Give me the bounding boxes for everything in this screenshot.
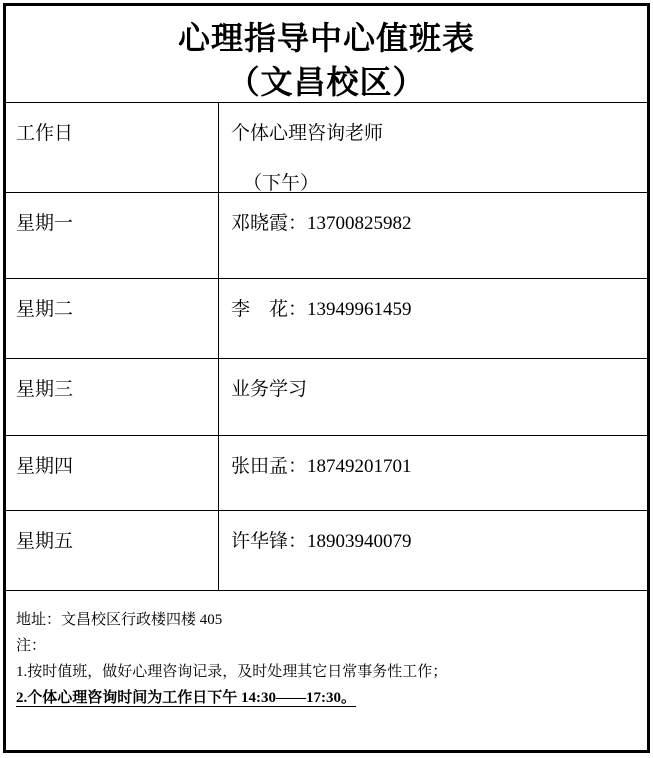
table-footer-notes [6, 591, 647, 750]
note-label: 注： [16, 638, 47, 654]
note-line2: 2.个体心理咨询时间为工作日下午 14:30——17:30。 [16, 690, 356, 706]
table-row [6, 436, 647, 511]
value-cell: 张田孟：18749201701 [231, 456, 412, 477]
header-value-line2: （下午） [243, 173, 320, 194]
day-cell: 星期三 [6, 359, 219, 435]
header-day-cell: 工作日 [6, 103, 219, 192]
value-cell: 李 花：13949961459 [231, 299, 412, 320]
table-header-row [6, 103, 647, 193]
value-cell: 许华锋：18903940079 [231, 531, 412, 552]
address-line: 地址：文昌校区行政楼四楼 405 [16, 612, 223, 628]
header-value-line1: 个体心理咨询老师 [231, 123, 384, 144]
day-cell: 星期一 [6, 193, 219, 278]
title-line1: 心理指导中心值班表 [177, 20, 475, 56]
header-value-cell [219, 103, 647, 192]
value-cell: 业务学习 [231, 379, 308, 400]
page-title [6, 6, 647, 103]
value-cell: 邓晓霞：13700825982 [231, 213, 412, 234]
note-line1: 1.按时值班，做好心理咨询记录，及时处理其它日常事务性工作； [16, 664, 448, 680]
duty-schedule-table [3, 3, 650, 753]
table-row [6, 279, 647, 359]
table-row [6, 193, 647, 279]
table-row [6, 359, 647, 436]
day-cell: 星期五 [6, 511, 219, 590]
day-cell: 星期二 [6, 279, 219, 358]
day-cell: 星期四 [6, 436, 219, 510]
table-row [6, 511, 647, 591]
title-line2: （文昌校区） [227, 64, 426, 100]
